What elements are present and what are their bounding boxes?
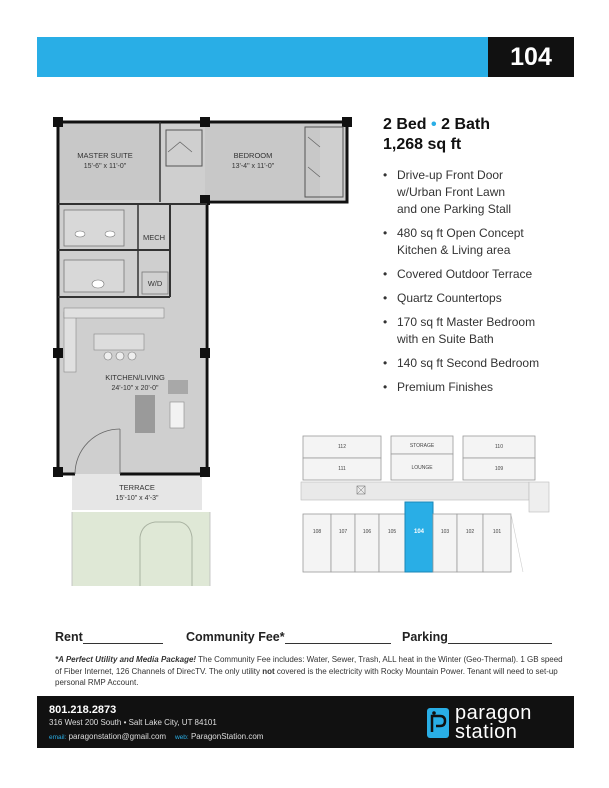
web-link[interactable]: ParagonStation.com bbox=[190, 732, 264, 741]
rent-field: Rent bbox=[55, 630, 163, 644]
contact-line: email: paragonstation@gmail.com web: ParagonStation.com bbox=[49, 732, 264, 741]
sofa bbox=[135, 395, 155, 433]
unit-label: 103 bbox=[440, 529, 450, 535]
unit-specs bbox=[383, 115, 583, 403]
unit-label: 106 bbox=[362, 529, 372, 535]
feature-item: • 480 sq ft Open Concept Kitchen & Living area bbox=[383, 225, 583, 259]
square-footage: 1,268 sq ft bbox=[383, 136, 462, 153]
master-suite-dim: 15'-6" x 11'-0" bbox=[83, 163, 127, 170]
unit-label: 105 bbox=[387, 529, 397, 535]
unit-label: 107 bbox=[338, 529, 348, 535]
unit-label-highlight: 104 bbox=[413, 529, 425, 535]
unit-label: 101 bbox=[492, 529, 502, 535]
logo-text-station: station bbox=[455, 721, 518, 743]
unit-label: 108 bbox=[312, 529, 322, 535]
feature-list bbox=[383, 167, 583, 396]
phone-number[interactable]: 801.218.2873 bbox=[49, 704, 117, 716]
kitchen-living-dim: 24'-10" x 20'-0" bbox=[111, 385, 159, 392]
feature-item: • Quartz Countertops bbox=[383, 290, 583, 307]
feature-item: • 140 sq ft Second Bedroom bbox=[383, 355, 583, 372]
feature-item: • Covered Outdoor Terrace bbox=[383, 266, 583, 283]
lawn-area bbox=[72, 512, 210, 586]
bedroom-label: BEDROOM bbox=[233, 151, 273, 160]
terrace-dim: 15'-10" x 4'-3" bbox=[115, 495, 159, 502]
logo-mark-icon bbox=[425, 706, 451, 740]
footer bbox=[37, 696, 574, 748]
logo-text-paragon: paragon bbox=[455, 702, 532, 724]
mech-label: MECH bbox=[142, 233, 166, 242]
unit-number: 104 bbox=[488, 37, 574, 77]
wd-label: W/D bbox=[147, 279, 163, 288]
unit-label: 110 bbox=[495, 444, 503, 450]
feature-item: • Premium Finishes bbox=[383, 379, 583, 396]
storage-label: STORAGE bbox=[409, 443, 435, 449]
utility-note: *A Perfect Utility and Media Package! The Community Fee includes: Water, Sewer, Trash, ALL heat in the Winter (Geo-Thermal). 1 GB speed of Fiber Internet, 126 Channels of DirecTV. The only utility not covered is the electricity with Rocky Mountain Power. Tenant will need to set-up personal RMP Account. bbox=[55, 655, 563, 687]
header-banner bbox=[37, 37, 488, 77]
terrace-label: TERRACE bbox=[119, 483, 155, 492]
master-suite-label: MASTER SUITE bbox=[77, 151, 133, 160]
unit-label: 102 bbox=[465, 529, 475, 535]
unit-label: 111 bbox=[338, 466, 346, 472]
kitchen-living-label: KITCHEN/LIVING bbox=[105, 373, 165, 382]
address: 316 West 200 South • Salt Lake City, UT 84101 bbox=[49, 718, 217, 727]
unit-label: 109 bbox=[494, 466, 504, 472]
feature-item: • 170 sq ft Master Bedroom with en Suite Bath bbox=[383, 314, 583, 348]
feature-item: • Drive-up Front Door w/Urban Front Lawn and one Parking Stall bbox=[383, 167, 583, 218]
email-link[interactable]: paragonstation@gmail.com bbox=[68, 732, 167, 741]
terrace-floor bbox=[72, 474, 202, 510]
lounge-label: LOUNGE bbox=[411, 465, 433, 471]
unit-104-highlight bbox=[405, 502, 433, 572]
bedroom-dim: 13'-4" x 11'-0" bbox=[231, 163, 275, 170]
unit-label: 112 bbox=[338, 444, 346, 450]
parking-field: Parking bbox=[402, 630, 552, 644]
site-plan bbox=[293, 432, 551, 580]
paragon-station-logo bbox=[425, 704, 565, 742]
bed-bath-summary: 2 Bed • 2 Bath bbox=[383, 116, 490, 133]
community-fee-field: Community Fee* bbox=[186, 630, 391, 644]
